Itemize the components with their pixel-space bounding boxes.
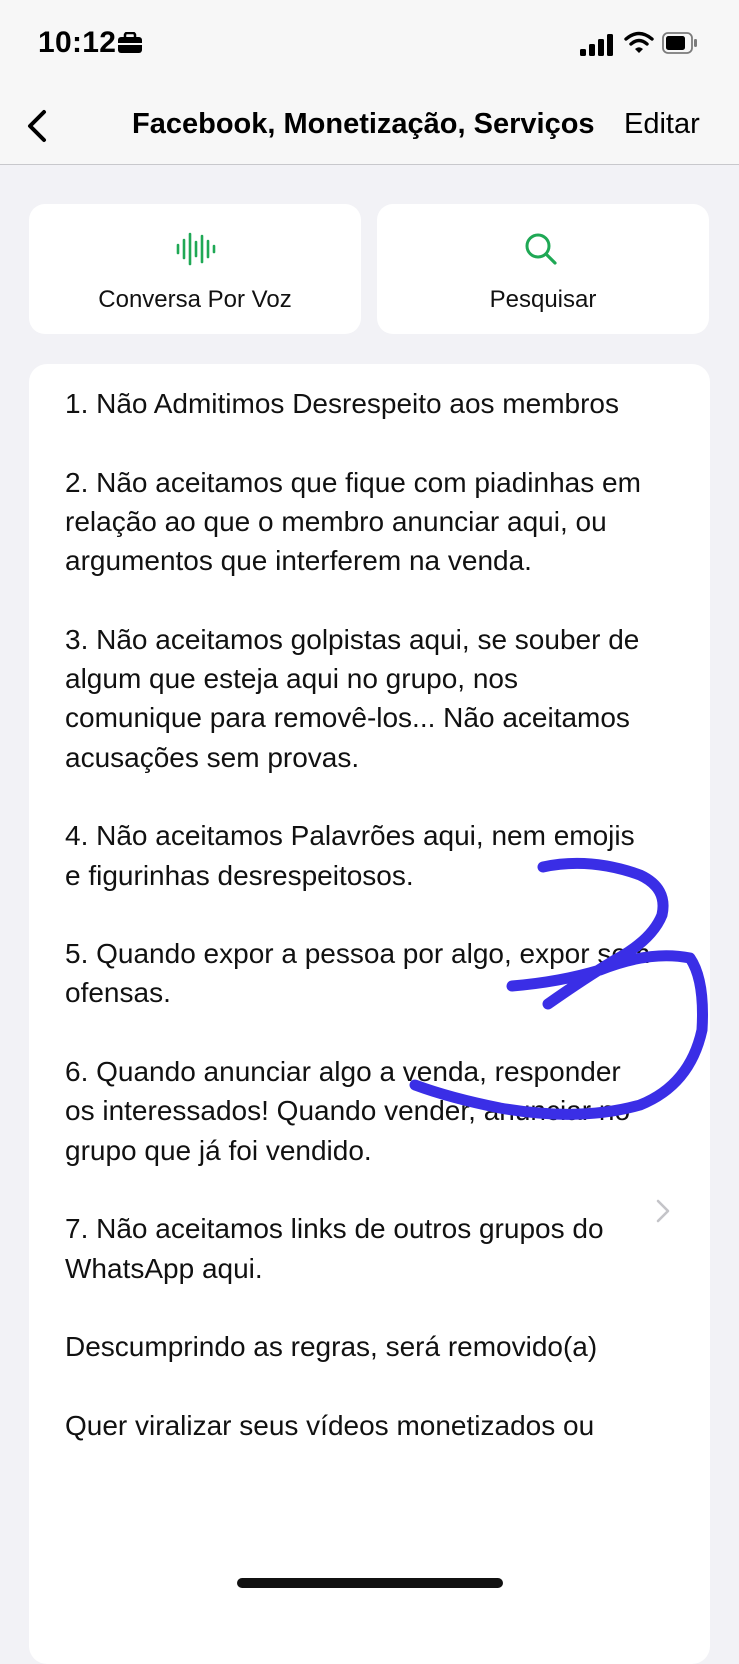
group-description-card[interactable] [29,364,710,1664]
promo-text: Quer viralizar seus vídeos monetizados ou [65,1409,595,1441]
status-bar [0,0,739,90]
status-time: 10:12 [38,26,117,59]
rule-1: 1. Não Admitimos Desrespeito aos membros [65,388,619,419]
rule-7: 7. Não aceitamos links de outros grupos do WhatsApp aqui. [65,1213,604,1284]
page-title: Facebook, Monetização, Serviços [132,108,595,140]
voice-chat-button[interactable] [29,204,361,334]
wifi-icon [624,30,654,56]
home-indicator[interactable] [237,1578,503,1588]
edit-button[interactable]: Editar [624,108,700,140]
rule-2: 2. Não aceitamos que fique com piadinhas em relação ao que o membro anunciar aqui, ou argumentos que interferem na venda. [65,466,641,577]
rule-5: 5. Quando expor a pessoa por algo, expor sem ofensas. [65,938,651,1009]
briefcase-icon [117,32,143,54]
rule-3: 3. Não aceitamos golpistas aqui, se souber de algum que esteja aqui no grupo, nos comunique para removê-los... Não aceitamos acusações sem provas. [65,623,640,773]
nav-bar [0,90,739,165]
search-button[interactable] [377,204,709,334]
group-description [65,384,655,1484]
rules-warning: Descumprindo as regras, será removido(a) [65,1331,598,1363]
audio-wave-icon [29,230,361,268]
battery-icon [662,32,698,54]
signal-icon [580,34,616,56]
chevron-right-icon[interactable] [655,1198,671,1224]
voice-chat-label: Conversa Por Voz [98,286,292,313]
search-icon [377,230,709,268]
search-label: Pesquisar [489,286,597,313]
rule-6: 6. Quando anunciar algo a venda, responder os interessados! Quando vender, anunciar no grupo que já foi vendido. [65,1056,631,1166]
chevron-left-icon[interactable] [20,104,60,148]
rule-4: 4. Não aceitamos Palavrões aqui, nem emojis e figurinhas desrespeitosos. [65,820,635,891]
